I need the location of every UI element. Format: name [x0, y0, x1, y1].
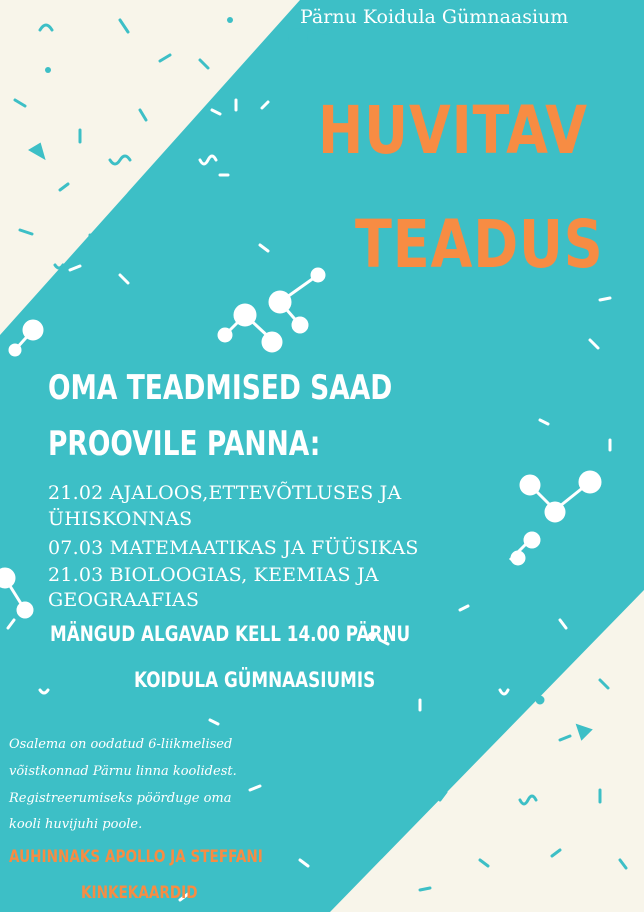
schedule-line: 07.03 MATEMAATIKAS JA FÜÜSIKAS: [48, 537, 419, 559]
start-time-line-1: MÄNGUD ALGAVAD KELL 14.00 PÄRNU: [50, 622, 411, 646]
info-line: Registreerumiseks pöörduge oma: [9, 791, 232, 806]
schedule-line: GEOGRAAFIAS: [48, 589, 200, 611]
subtitle-line-1: OMA TEADMISED SAAD: [48, 368, 393, 408]
start-time-line-2: KOIDULA GÜMNAASIUMIS: [134, 668, 376, 692]
info-line: Osalema on oodatud 6-liikmelised: [9, 737, 233, 752]
schedule-line: ÜHISKONNAS: [48, 508, 193, 530]
info-line: võistkonnad Pärnu linna koolidest.: [9, 764, 237, 779]
info-line: kooli huvijuhi poole.: [9, 817, 143, 832]
poster-title-line-1: HUVITAV: [318, 92, 588, 169]
prize-line-2: KINKEKAARDID: [81, 883, 198, 903]
prize-line-1: AUHINNAKS APOLLO JA STEFFANI: [9, 847, 263, 867]
schedule-line: 21.03 BIOLOOGIAS, KEEMIAS JA: [48, 564, 379, 586]
school-name: Pärnu Koidula Gümnaasium: [300, 6, 569, 28]
schedule-line: 21.02 AJALOOS,ETTEVÕTLUSES JA: [48, 482, 402, 504]
subtitle-line-2: PROOVILE PANNA:: [48, 424, 321, 464]
poster-title-line-2: TEADUS: [355, 206, 604, 283]
